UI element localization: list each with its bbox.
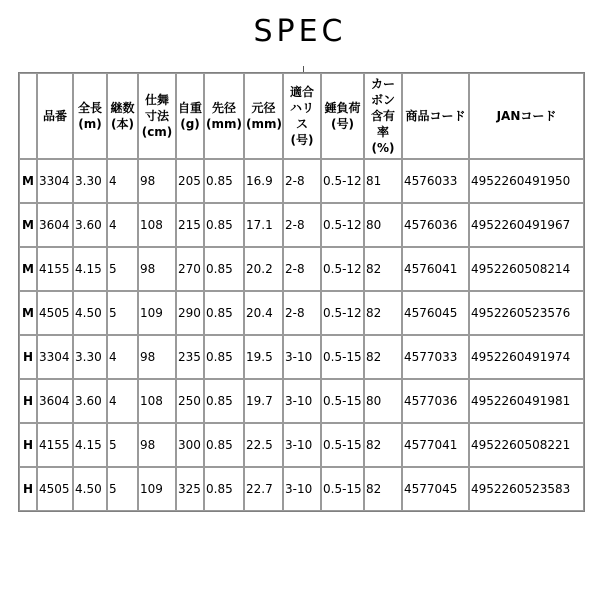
header-cell: 商品コード	[402, 73, 469, 159]
table-row	[19, 291, 584, 335]
grade-cell: M	[19, 203, 37, 247]
table-cell: 0.85	[204, 247, 244, 291]
table-cell: 3604	[37, 203, 73, 247]
table-cell: 5	[107, 423, 138, 467]
table-cell: 82	[364, 247, 402, 291]
table-cell: 4	[107, 335, 138, 379]
table-cell: 4952260491981	[469, 379, 584, 423]
grade-cell: M	[19, 159, 37, 203]
table-cell: 4505	[37, 291, 73, 335]
header-cell: 全長(m)	[73, 73, 107, 159]
header-row	[19, 73, 584, 159]
table-row	[19, 203, 584, 247]
table-cell: 0.5-12	[321, 291, 364, 335]
table-row	[19, 423, 584, 467]
table-row	[19, 159, 584, 203]
table-row	[19, 247, 584, 291]
table-cell: 98	[138, 159, 176, 203]
grade-cell: H	[19, 467, 37, 511]
page-title: SPEC	[253, 14, 347, 49]
header-cell: 品番	[37, 73, 73, 159]
table-cell: 0.5-15	[321, 467, 364, 511]
table-cell: 3.60	[73, 379, 107, 423]
table-cell: 4577036	[402, 379, 469, 423]
header-cell: 仕舞寸法(cm)	[138, 73, 176, 159]
header-cell: 自重(g)	[176, 73, 204, 159]
table-cell: 2-8	[283, 203, 321, 247]
table-cell: 3.30	[73, 335, 107, 379]
table-cell: 0.85	[204, 423, 244, 467]
table-cell: 109	[138, 467, 176, 511]
table-cell: 4952260523576	[469, 291, 584, 335]
table-cell: 3-10	[283, 335, 321, 379]
table-cell: 5	[107, 467, 138, 511]
table-row	[19, 379, 584, 423]
header-cell: 継数(本)	[107, 73, 138, 159]
header-cell: 錘負荷(号)	[321, 73, 364, 159]
table-cell: 3-10	[283, 423, 321, 467]
table-cell: 80	[364, 203, 402, 247]
table-cell: 0.85	[204, 159, 244, 203]
table-cell: 82	[364, 423, 402, 467]
table-cell: 17.1	[244, 203, 283, 247]
table-cell: 0.85	[204, 467, 244, 511]
table-cell: 2-8	[283, 247, 321, 291]
grade-cell: M	[19, 247, 37, 291]
table-cell: 4.15	[73, 423, 107, 467]
table-cell: 0.85	[204, 335, 244, 379]
table-cell: 80	[364, 379, 402, 423]
table-cell: 20.4	[244, 291, 283, 335]
table-cell: 205	[176, 159, 204, 203]
spec-table	[18, 72, 585, 512]
table-cell: 3-10	[283, 379, 321, 423]
table-cell: 0.5-12	[321, 159, 364, 203]
table-cell: 98	[138, 423, 176, 467]
table-cell: 290	[176, 291, 204, 335]
table-cell: 0.85	[204, 203, 244, 247]
table-cell: 82	[364, 291, 402, 335]
table-cell: 19.7	[244, 379, 283, 423]
table-cell: 4952260508221	[469, 423, 584, 467]
table-cell: 4576041	[402, 247, 469, 291]
table-cell: 98	[138, 247, 176, 291]
table-cell: 0.85	[204, 291, 244, 335]
table-cell: 5	[107, 247, 138, 291]
table-cell: 4576033	[402, 159, 469, 203]
table-cell: 4952260523583	[469, 467, 584, 511]
header-cell: JANコード	[469, 73, 584, 159]
table-cell: 3.30	[73, 159, 107, 203]
table-cell: 3604	[37, 379, 73, 423]
grade-cell: M	[19, 291, 37, 335]
table-body	[19, 159, 584, 511]
table-cell: 3.60	[73, 203, 107, 247]
table-cell: 82	[364, 467, 402, 511]
table-cell: 235	[176, 335, 204, 379]
table-cell: 4155	[37, 247, 73, 291]
table-cell: 215	[176, 203, 204, 247]
header-cell: 先径(mm)	[204, 73, 244, 159]
table-cell: 4505	[37, 467, 73, 511]
table-cell: 108	[138, 379, 176, 423]
table-row	[19, 467, 584, 511]
table-cell: 81	[364, 159, 402, 203]
table-cell: 98	[138, 335, 176, 379]
table-cell: 4576045	[402, 291, 469, 335]
table-cell: 4952260508214	[469, 247, 584, 291]
table-cell: 4577033	[402, 335, 469, 379]
table-cell: 2-8	[283, 159, 321, 203]
table-cell: 3304	[37, 159, 73, 203]
header-cell	[19, 73, 37, 159]
header-cell: 適合ハリス(号)	[283, 73, 321, 159]
grade-cell: H	[19, 423, 37, 467]
table-cell: 82	[364, 335, 402, 379]
table-cell: 250	[176, 379, 204, 423]
table-cell: 325	[176, 467, 204, 511]
grade-cell: H	[19, 379, 37, 423]
header-cell: 元径(mm)	[244, 73, 283, 159]
table-cell: 300	[176, 423, 204, 467]
table-cell: 4952260491950	[469, 159, 584, 203]
table-row	[19, 335, 584, 379]
table-cell: 4952260491974	[469, 335, 584, 379]
table-cell: 0.85	[204, 379, 244, 423]
table-cell: 3-10	[283, 467, 321, 511]
header-cell: カーボン含有率(%)	[364, 73, 402, 159]
table-cell: 109	[138, 291, 176, 335]
table-cell: 2-8	[283, 291, 321, 335]
table-cell: 0.5-12	[321, 203, 364, 247]
table-cell: 5	[107, 291, 138, 335]
table-cell: 4577045	[402, 467, 469, 511]
table-cell: 4.50	[73, 467, 107, 511]
table-cell: 0.5-15	[321, 379, 364, 423]
table-cell: 3304	[37, 335, 73, 379]
table-cell: 20.2	[244, 247, 283, 291]
table-cell: 0.5-12	[321, 247, 364, 291]
table-cell: 0.5-15	[321, 335, 364, 379]
table-cell: 4	[107, 203, 138, 247]
table-cell: 22.7	[244, 467, 283, 511]
table-cell: 4	[107, 379, 138, 423]
table-cell: 4952260491967	[469, 203, 584, 247]
table-cell: 16.9	[244, 159, 283, 203]
table-cell: 4576036	[402, 203, 469, 247]
table-cell: 22.5	[244, 423, 283, 467]
table-cell: 4155	[37, 423, 73, 467]
table-cell: 4.15	[73, 247, 107, 291]
grade-cell: H	[19, 335, 37, 379]
table-cell: 270	[176, 247, 204, 291]
table-cell: 4577041	[402, 423, 469, 467]
table-cell: 4.50	[73, 291, 107, 335]
table-cell: 4	[107, 159, 138, 203]
table-cell: 0.5-15	[321, 423, 364, 467]
table-cell: 108	[138, 203, 176, 247]
table-cell: 19.5	[244, 335, 283, 379]
